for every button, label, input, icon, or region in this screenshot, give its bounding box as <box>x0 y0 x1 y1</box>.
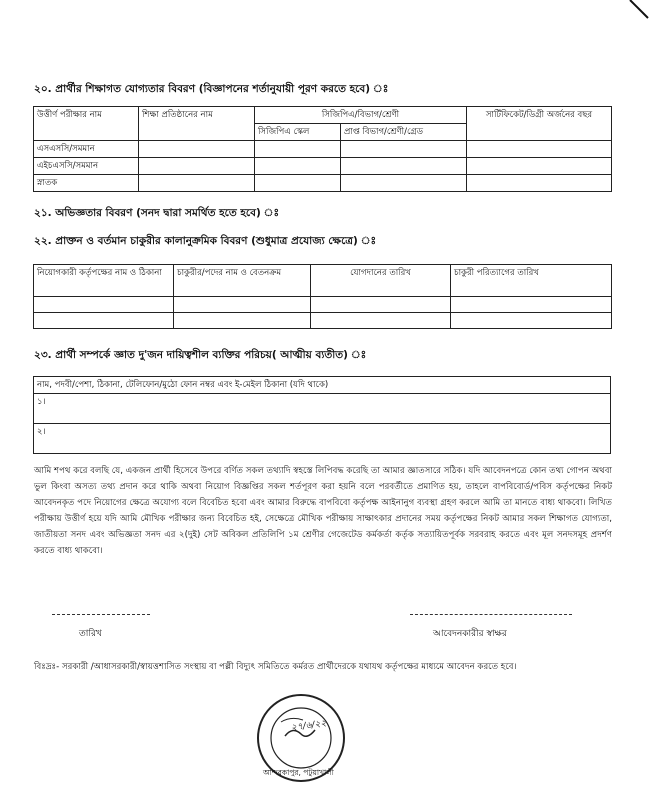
header-post: চাকুরীর/পদের নাম ও বেতনক্রম <box>174 265 311 297</box>
table-cell[interactable] <box>311 313 451 329</box>
section-20-title: ২০. প্রার্থীর শিক্ষাগত যোগ্যতার বিবরণ (বিজ্ঞাপনের শর্তানুযায়ী পূরণ করতে হবে) ঃ <box>34 83 389 95</box>
reference-row-1[interactable]: ১। <box>34 394 611 424</box>
table-cell[interactable] <box>341 158 467 175</box>
employment-table <box>33 264 612 329</box>
table-cell[interactable] <box>451 297 612 313</box>
section-23-title: ২৩. প্রার্থী সম্পর্কে জ্ঞাত দু'জন দায়িত্বশীল ব্যক্তির পরিচয়( আত্মীয় ব্যতীত) ঃ <box>34 349 367 361</box>
header-gpa-scale: সিজিপিএ স্কেল <box>255 124 341 141</box>
header-cert-year: সার্টিফিকেট/ডিগ্রী অর্জনের বছর <box>467 107 612 141</box>
header-leave-date: চাকুরী পরিত্যাগের তারিখ <box>451 265 612 297</box>
official-stamp <box>255 692 347 784</box>
table-cell[interactable] <box>341 175 467 192</box>
table-row-label: স্নাতক <box>34 175 139 192</box>
table-cell[interactable] <box>467 141 612 158</box>
reference-row-2[interactable]: ২। <box>34 424 611 454</box>
applicant-signature-line <box>410 614 572 615</box>
references-table <box>33 376 611 454</box>
header-employer: নিয়োগকারী কর্তৃপক্ষের নাম ও ঠিকানা <box>34 265 174 297</box>
header-exam: উত্তীর্ণ পরীক্ষার নাম <box>34 107 139 141</box>
table-cell[interactable] <box>139 158 255 175</box>
header-gpa-group: সিজিপিএ/বিভাগ/শ্রেণী <box>255 107 467 124</box>
stamp-text: আন্দরকাপুর, পটুয়াখালী <box>263 768 334 777</box>
section-21-title: ২১. অভিজ্ঞতার বিবরণ (সনদ দ্বারা সমর্থিত হতে হবে) ঃ <box>34 207 280 219</box>
date-label: তারিখ <box>79 629 102 639</box>
header-obtained: প্রাপ্ত বিভাগ/শ্রেণী/গ্রেড <box>341 124 467 141</box>
table-row-label: এসএসসি/সমমান <box>34 141 139 158</box>
table-cell[interactable] <box>255 141 341 158</box>
header-institution: শিক্ষা প্রতিষ্ঠানের নাম <box>139 107 255 141</box>
header-join-date: যোগদানের তারিখ <box>311 265 451 297</box>
table-cell[interactable] <box>467 158 612 175</box>
page-corner-mark <box>626 0 650 20</box>
note-text: বিঃদ্রঃ- সরকারী /আধাসরকারী/স্বায়ত্তশাসিত সংস্থায় বা পল্লী বিদ্যুৎ সমিতিতে কর্মরত প্রার্থীদেরকে যথাযথ কর্তৃপক্ষের মাধ্যমে আবেদন করতে হবে। <box>34 662 517 672</box>
table-cell[interactable] <box>467 175 612 192</box>
table-cell[interactable] <box>34 297 174 313</box>
education-table <box>33 106 612 192</box>
header-reference-details: নাম, পদবী/পেশা, ঠিকানা, টেলিফোন/মুঠো ফোন নম্বর এবং ই-মেইল ঠিকানা (যদি থাকে) <box>34 377 611 394</box>
table-cell[interactable] <box>174 297 311 313</box>
table-cell[interactable] <box>174 313 311 329</box>
date-signature-line <box>52 614 150 615</box>
table-row-label: এইচএসসি/সমমান <box>34 158 139 175</box>
table-cell[interactable] <box>311 297 451 313</box>
stamp-handwriting: ২৭/৬/২২ <box>290 718 327 734</box>
table-cell[interactable] <box>255 158 341 175</box>
section-22-title: ২২. প্রাক্তন ও বর্তমান চাকুরীর কালানুক্রমিক বিবরণ (শুধুমাত্র প্রযোজ্য ক্ষেত্রে) ঃ <box>34 235 377 247</box>
table-cell[interactable] <box>255 175 341 192</box>
table-cell[interactable] <box>341 141 467 158</box>
declaration-text: আমি শপথ করে বলছি যে, একজন প্রার্থী হিসেবে উপরে বর্ণিত সকল তথ্যাদি স্বহস্তে লিপিবদ্ধ করেছি তা আমার জ্ঞাতসারে সঠিক। যদি আবেদনপত্রে কোন তথ্য গোপন অথবা ভুল কিংবা অসত্য তথ্য প্রদান করে থাকি অথবা নিয়োগ বিজ্ঞপ্তির সকল শর্তপূরণ করা হয়নি বলে পরবর্তীতে প্রমাণিত হয়, তাহলে বাপবিবোর্ড/পবিস কর্তৃপক্ষের নিকট আবেদনকৃত পদে নিয়োগের ক্ষেত্রে অযোগ্য বলে বিবেচিত হবো এবং আমার বিরুদ্ধে বাপবিবো কর্তৃপক্ষ আইনানুগ ব্যবস্থা গ্রহণ করলে আমি তা মানতে বাধ্য থাকবো। লিখিত পরীক্ষায় উত্তীর্ণ হয়ে যদি আমি মৌখিক পরীক্ষার জন্য বিবেচিত হই, সেক্ষেত্রে মৌখিক পরীক্ষায় সাক্ষাৎকার প্রদানের সময় কর্তৃপক্ষের নিকট আমার সকল শিক্ষাগত যোগ্যতা, জাতীয়তা সনদ এবং অভিজ্ঞতা সনদ এর ২(দুই) সেট অবিকল প্রতিলিপি ১ম শ্রেণীর গেজেটেড কর্মকর্তা কর্তৃক সত্যায়িতপূর্বক সরবরাহ করতে এবং মূল সনদসমূহ প্রদর্শণ করতে বাধ্য থাকবো। <box>34 466 612 556</box>
table-cell[interactable] <box>34 313 174 329</box>
table-cell[interactable] <box>139 175 255 192</box>
table-cell[interactable] <box>139 141 255 158</box>
table-cell[interactable] <box>451 313 612 329</box>
applicant-signature-label: আবেদনকারীর স্বাক্ষর <box>433 629 507 639</box>
